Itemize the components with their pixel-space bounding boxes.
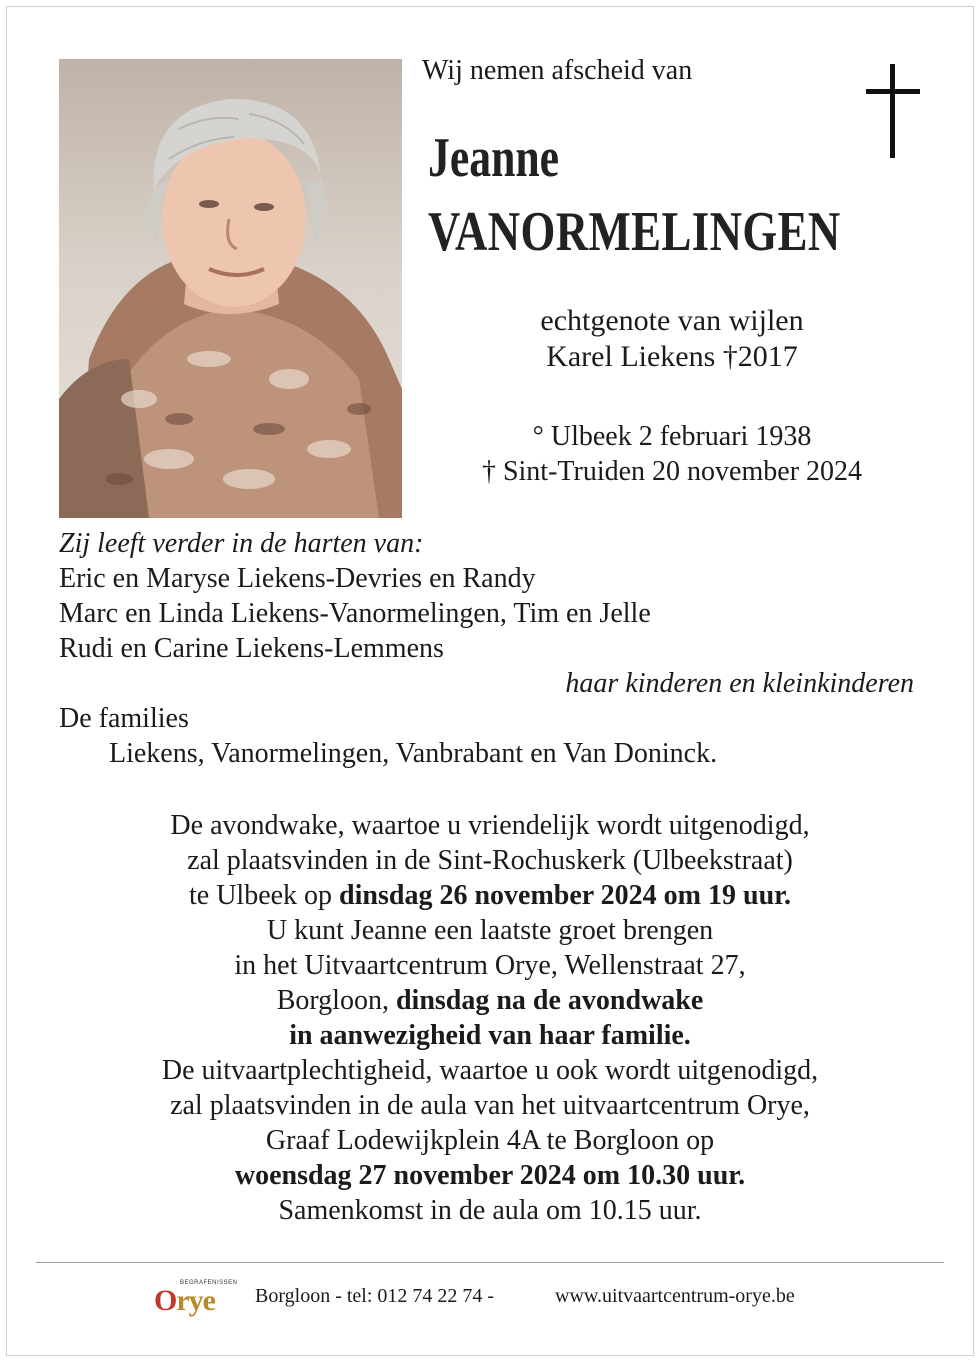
ceremony-line: U kunt Jeanne een laatste groet brengen <box>266 915 714 946</box>
footer-divider <box>36 1262 944 1263</box>
funeral-datetime: woensdag 27 november 2024 om 10.30 uur. <box>234 1160 746 1191</box>
logo-initial: O <box>154 1284 177 1317</box>
ceremony-text: Borgloon, <box>276 985 396 1016</box>
ceremony-line: zal plaatsvinden in de Sint-Rochuskerk (Ulbeekstraat) <box>187 845 793 876</box>
portrait-photo <box>59 59 402 518</box>
ceremony-line <box>40 878 940 913</box>
logo-subtitle: BEGRAFENISSEN <box>180 1280 238 1286</box>
visitation-time: dinsdag na de avondwake <box>395 985 704 1016</box>
ceremony-block <box>40 808 940 1228</box>
portrait-illustration <box>59 59 402 518</box>
families-label: De families <box>59 703 189 734</box>
ceremony-line <box>40 1158 940 1193</box>
birth-date: ° Ulbeek 2 februari 1938 <box>532 421 812 452</box>
family-line: Rudi en Carine Liekens-Lemmens <box>59 633 444 664</box>
spouse-line-1: echtgenote van wijlen <box>540 304 804 337</box>
wake-datetime: dinsdag 26 november 2024 om 19 uur. <box>339 880 792 911</box>
family-line: Eric en Maryse Liekens-Devries en Randy <box>59 563 536 594</box>
ceremony-line <box>40 983 940 1018</box>
survived-by-block <box>59 526 919 771</box>
spouse-line-2: Karel Liekens †2017 <box>546 340 798 373</box>
website-link[interactable]: www.uitvaartcentrum-orye.be <box>555 1285 795 1307</box>
footer <box>150 1280 850 1317</box>
family-role: haar kinderen en kleinkinderen <box>565 668 914 699</box>
contact-info: Borgloon - tel: 012 74 22 74 - <box>255 1285 495 1307</box>
dates-block <box>422 419 922 489</box>
cross-icon <box>866 64 920 158</box>
intro-text: Wij nemen afscheid van <box>422 55 693 86</box>
logo-name <box>154 1284 215 1318</box>
logo-rest: rye <box>176 1284 215 1317</box>
ceremony-line: zal plaatsvinden in de aula van het uitvaartcentrum Orye, <box>170 1090 810 1121</box>
family-line: Marc en Linda Liekens-Vanormelingen, Tim en Jelle <box>59 598 651 629</box>
ceremony-line: Graaf Lodewijkplein 4A te Borgloon op <box>265 1125 715 1156</box>
ceremony-line: De uitvaartplechtigheid, waartoe u ook wordt uitgenodigd, <box>161 1055 819 1086</box>
orye-logo <box>150 1280 238 1317</box>
ceremony-line: in het Uitvaartcentrum Orye, Wellenstraat 27, <box>234 950 746 981</box>
ceremony-text: te Ulbeek op <box>188 880 340 911</box>
deceased-first-name: Jeanne <box>428 127 560 189</box>
ceremony-line: Samenkomst in de aula om 10.15 uur. <box>278 1195 702 1226</box>
families-list: Liekens, Vanormelingen, Vanbrabant en Van Doninck. <box>109 738 718 769</box>
deceased-last-name: VANORMELINGEN <box>428 201 841 263</box>
visitation-note: in aanwezigheid van haar familie. <box>289 1020 691 1051</box>
spouse-block <box>422 303 922 375</box>
survived-intro: Zij leeft verder in de harten van: <box>59 528 424 559</box>
ceremony-line <box>40 1018 940 1053</box>
death-date: † Sint-Truiden 20 november 2024 <box>481 456 863 487</box>
ceremony-line: De avondwake, waartoe u vriendelijk wordt uitgenodigd, <box>170 810 810 841</box>
